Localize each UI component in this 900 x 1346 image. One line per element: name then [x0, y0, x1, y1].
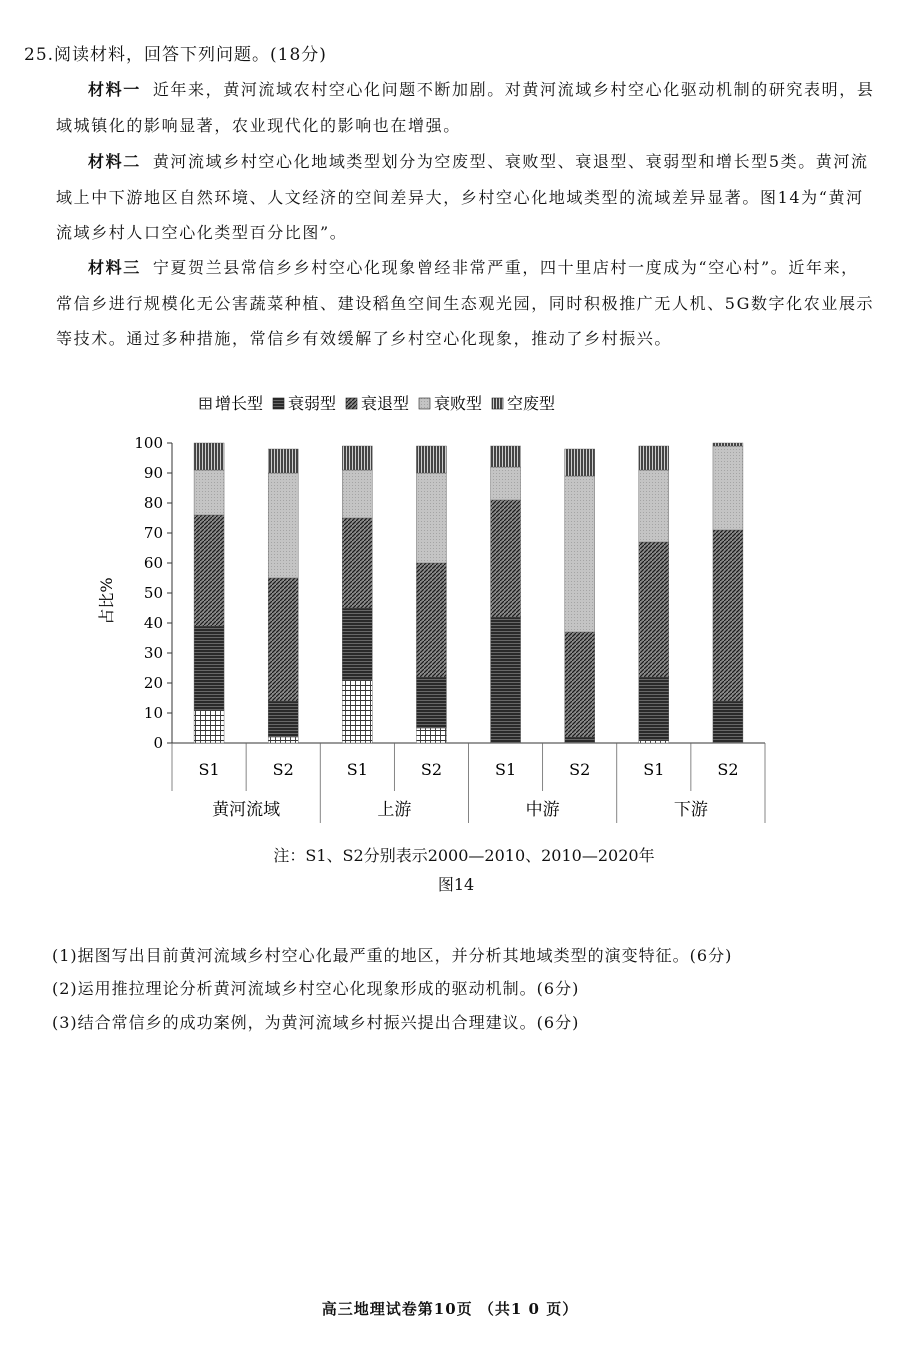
material-1-text: 近年来，黄河流域农村空心化问题不断加剧。对黄河流域乡村空心化驱动机制的研究表明，县域城镇化的影响显著，农业现代化的影响也在增强。 — [56, 80, 875, 135]
bar-7-衰退型 — [713, 530, 743, 701]
bar-1-增长型 — [268, 737, 298, 743]
legend-label-1: 衰弱型 — [288, 394, 337, 413]
material-2 — [56, 144, 876, 251]
legend-label-4: 空废型 — [507, 394, 556, 413]
x-tick-label-0: S1 — [198, 760, 220, 779]
bar-0-衰退型 — [194, 515, 224, 626]
y-axis-label: 占比% — [97, 577, 116, 625]
legend-label-2: 衰退型 — [361, 394, 410, 413]
y-tick-label-60: 60 — [143, 554, 163, 572]
bar-5-衰弱型 — [565, 737, 595, 743]
chart-bars — [194, 443, 743, 743]
bar-6-空废型 — [639, 446, 669, 470]
y-tick-label-90: 90 — [143, 464, 163, 482]
page-footer: 高三地理试卷第10页 （共1 0 页） — [321, 1300, 579, 1318]
bar-6-衰弱型 — [639, 677, 669, 740]
bar-3-空废型 — [416, 446, 446, 473]
material-2-text: 黄河流域乡村空心化地域类型划分为空废型、衰败型、衰退型、衰弱型和增长型5类。黄河流域上中下游地区自然环境、人文经济的空间差异大，乡村空心化地域类型的流域差异显著。图14为“黄河流域乡村人口空心化类型百分比图”。 — [56, 152, 869, 242]
y-tick-label-50: 50 — [143, 584, 163, 602]
material-3 — [56, 250, 876, 357]
y-tick-label-30: 30 — [143, 644, 163, 662]
subquestion-1: (1)据图写出目前黄河流域乡村空心化最严重的地区，并分析其地域类型的演变特征。(6分) — [52, 946, 733, 965]
bar-7-空废型 — [713, 443, 743, 446]
bar-0-衰败型 — [194, 470, 224, 515]
bar-0-增长型 — [194, 710, 224, 743]
material-1 — [56, 72, 876, 143]
subquestion-3: (3)结合常信乡的成功案例，为黄河流域乡村振兴提出合理建议。(6分) — [52, 1013, 580, 1032]
material-1-label: 材料一 — [88, 80, 141, 99]
bar-1-衰弱型 — [268, 701, 298, 737]
material-2-label: 材料二 — [88, 152, 141, 171]
legend-swatch-4 — [492, 398, 503, 409]
bar-5-衰败型 — [565, 476, 595, 632]
y-tick-label-80: 80 — [143, 494, 163, 512]
group-label-0: 黄河流域 — [212, 800, 281, 820]
bar-2-衰退型 — [342, 518, 372, 608]
legend-label-3: 衰败型 — [434, 394, 483, 413]
x-tick-label-2: S1 — [346, 760, 368, 779]
bar-5-空废型 — [565, 449, 595, 476]
bar-1-衰退型 — [268, 578, 298, 701]
bar-1-空废型 — [268, 449, 298, 473]
legend-swatch-3 — [419, 398, 430, 409]
bar-2-衰弱型 — [342, 608, 372, 680]
bar-6-衰退型 — [639, 542, 669, 677]
bar-3-衰败型 — [416, 473, 446, 563]
y-tick-label-20: 20 — [143, 674, 163, 692]
material-3-label: 材料三 — [88, 258, 141, 277]
question-title: 25.阅读材料，回答下列问题。(18分) — [24, 45, 327, 65]
legend-swatch-0 — [200, 398, 211, 409]
bar-7-衰弱型 — [713, 701, 743, 743]
figure-label: 图14 — [437, 875, 475, 894]
chart-legend — [200, 394, 555, 413]
y-tick-label-10: 10 — [143, 704, 163, 722]
material-3-text: 宁夏贺兰县常信乡乡村空心化现象曾经非常严重，四十里店村一度成为“空心村”。近年来，常信乡进行规模化无公害蔬菜种植、建设稻鱼空间生态观光园，同时积极推广无人机、5G数字化农业展示等技术。通过多种措施，常信乡有效缓解了乡村空心化现象，推动了乡村振兴。 — [56, 258, 875, 348]
bar-5-衰退型 — [565, 632, 595, 737]
subquestion-2: (2)运用推拉理论分析黄河流域乡村空心化现象形成的驱动机制。(6分) — [52, 979, 580, 998]
x-tick-label-1: S2 — [272, 760, 294, 779]
legend-label-0: 增长型 — [215, 394, 264, 413]
x-tick-label-6: S1 — [643, 760, 665, 779]
y-tick-label-100: 100 — [134, 434, 163, 452]
bar-4-衰败型 — [491, 467, 521, 500]
figure-note: 注：S1、S2分别表示2000—2010、2010—2020年 — [273, 846, 655, 865]
legend-swatch-1 — [273, 398, 284, 409]
bar-3-增长型 — [416, 728, 446, 743]
bar-0-衰弱型 — [194, 626, 224, 710]
bar-4-衰弱型 — [491, 617, 521, 743]
x-tick-label-3: S2 — [420, 760, 443, 779]
bar-2-空废型 — [342, 446, 372, 470]
y-tick-label-40: 40 — [143, 614, 163, 632]
group-label-2: 中游 — [525, 800, 560, 820]
bar-2-增长型 — [342, 680, 372, 743]
x-tick-label-4: S1 — [494, 760, 517, 779]
bar-3-衰退型 — [416, 563, 446, 677]
group-label-1: 上游 — [377, 800, 412, 820]
y-tick-label-70: 70 — [143, 524, 163, 542]
bar-7-衰败型 — [713, 446, 743, 530]
legend-swatch-2 — [346, 398, 357, 409]
x-tick-label-7: S2 — [717, 760, 739, 779]
bar-2-衰败型 — [342, 470, 372, 518]
bar-6-增长型 — [639, 740, 669, 743]
bar-3-衰弱型 — [416, 677, 446, 728]
y-tick-label-0: 0 — [153, 734, 163, 752]
bar-4-空废型 — [491, 446, 521, 467]
bar-0-空废型 — [194, 443, 224, 470]
bar-1-衰败型 — [268, 473, 298, 578]
stacked-bar-chart — [0, 385, 900, 835]
group-label-3: 下游 — [673, 800, 708, 820]
x-tick-label-5: S2 — [569, 760, 591, 779]
bar-4-衰退型 — [491, 500, 521, 617]
bar-6-衰败型 — [639, 470, 669, 542]
